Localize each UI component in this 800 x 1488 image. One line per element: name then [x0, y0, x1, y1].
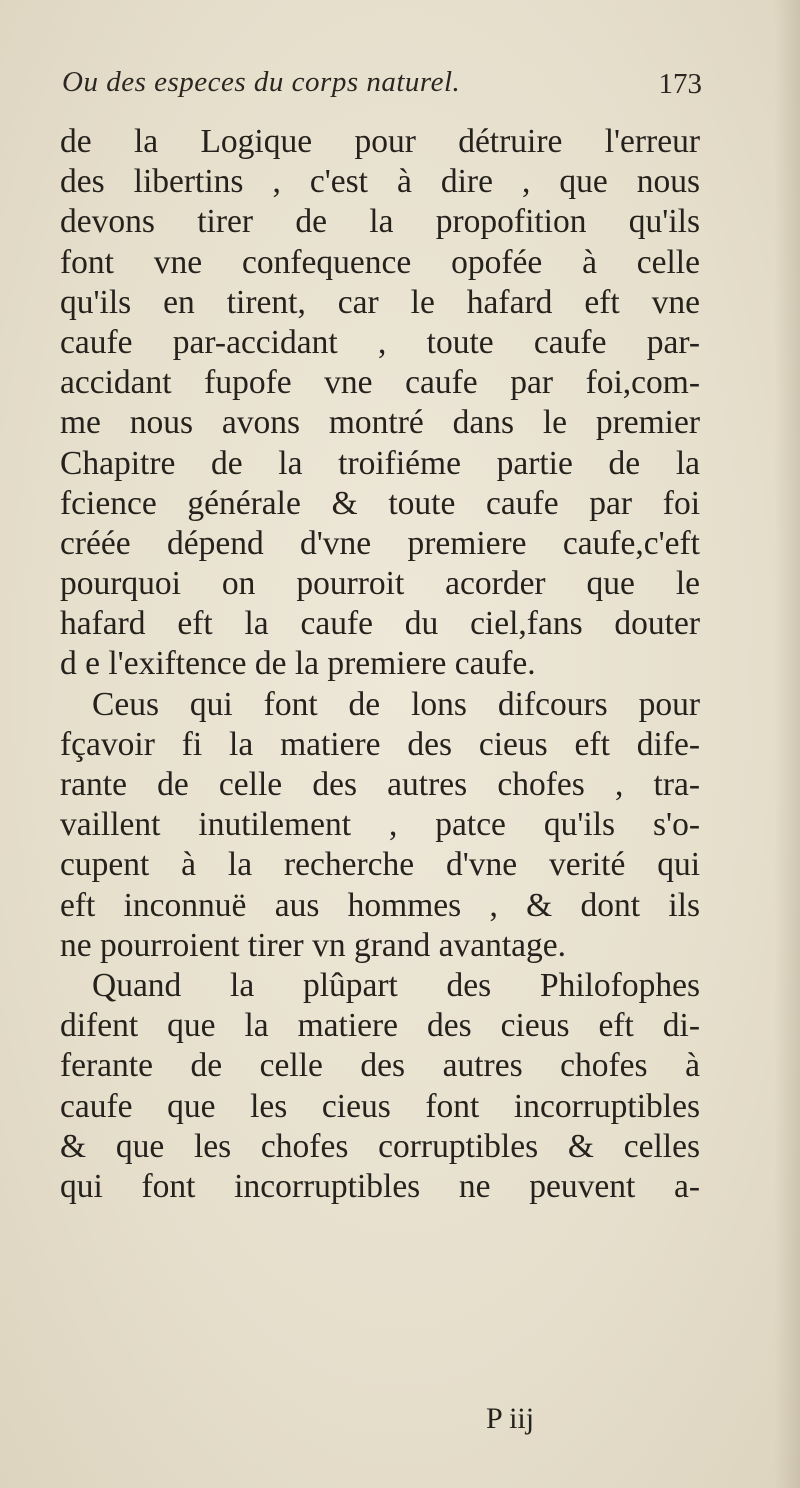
text-line: qu'ils en tirent, car le hafard eft vne — [60, 283, 700, 321]
paragraph-end-line: d e l'exiftence de la premiere caufe. — [60, 645, 536, 683]
text-line: rante de celle des autres chofes , tra- — [60, 766, 700, 803]
text-line: caufe par-accidant , toute caufe par- — [60, 323, 700, 361]
text-line: ferante de celle des autres chofes à — [60, 1047, 700, 1085]
paragraph-start-line: Quand la plûpart des Philofophes — [92, 966, 700, 1004]
text-line: & que les chofes corruptibles & celles — [60, 1127, 700, 1165]
page-edge-shadow — [774, 0, 800, 1488]
text-line: difent que la matiere des cieus eft di- — [60, 1007, 700, 1045]
text-line: caufe que les cieus font incorruptibles — [60, 1087, 700, 1125]
text-line: devons tirer de la propofition qu'ils — [60, 203, 700, 241]
text-line: de la Logique pour détruire l'erreur — [60, 123, 700, 160]
text-line: des libertins , c'est à dire , que nous — [60, 163, 700, 201]
body-text — [60, 122, 700, 1207]
text-line: vaillent inutilement , patce qu'ils s'o- — [60, 806, 700, 844]
text-line: fçavoir fi la matiere des cieus eft dife- — [60, 725, 700, 763]
page-header — [62, 62, 702, 106]
text-line: pourquoi on pourroit acorder que le — [60, 565, 700, 603]
paragraph-end-line: ne pourroient tirer vn grand avantage. — [60, 926, 567, 964]
text-line: accidant fupofe vne caufe par foi,com- — [60, 364, 700, 402]
page-number: 173 — [658, 68, 702, 100]
paragraph-start-line: Ceus qui font de lons difcours pour — [92, 685, 700, 723]
text-line: qui font incorruptibles ne peuvent a- — [60, 1167, 700, 1205]
text-line: Chapitre de la troifiéme partie de la — [60, 444, 700, 482]
text-line: créée dépend d'vne premiere caufe,c'eft — [60, 524, 700, 562]
text-line: fcience générale & toute caufe par foi — [60, 484, 700, 522]
text-line: font vne confequence opofée à celle — [60, 243, 700, 281]
text-line: cupent à la recherche d'vne verité qui — [60, 846, 700, 884]
text-line: me nous avons montré dans le premier — [60, 404, 700, 442]
signature-mark: P iij — [486, 1402, 535, 1435]
text-line: eft inconnuë aus hommes , & dont ils — [60, 886, 700, 924]
running-title: Ou des especes du corps naturel. — [62, 66, 461, 98]
text-line: hafard eft la caufe du ciel,fans douter — [60, 605, 700, 643]
